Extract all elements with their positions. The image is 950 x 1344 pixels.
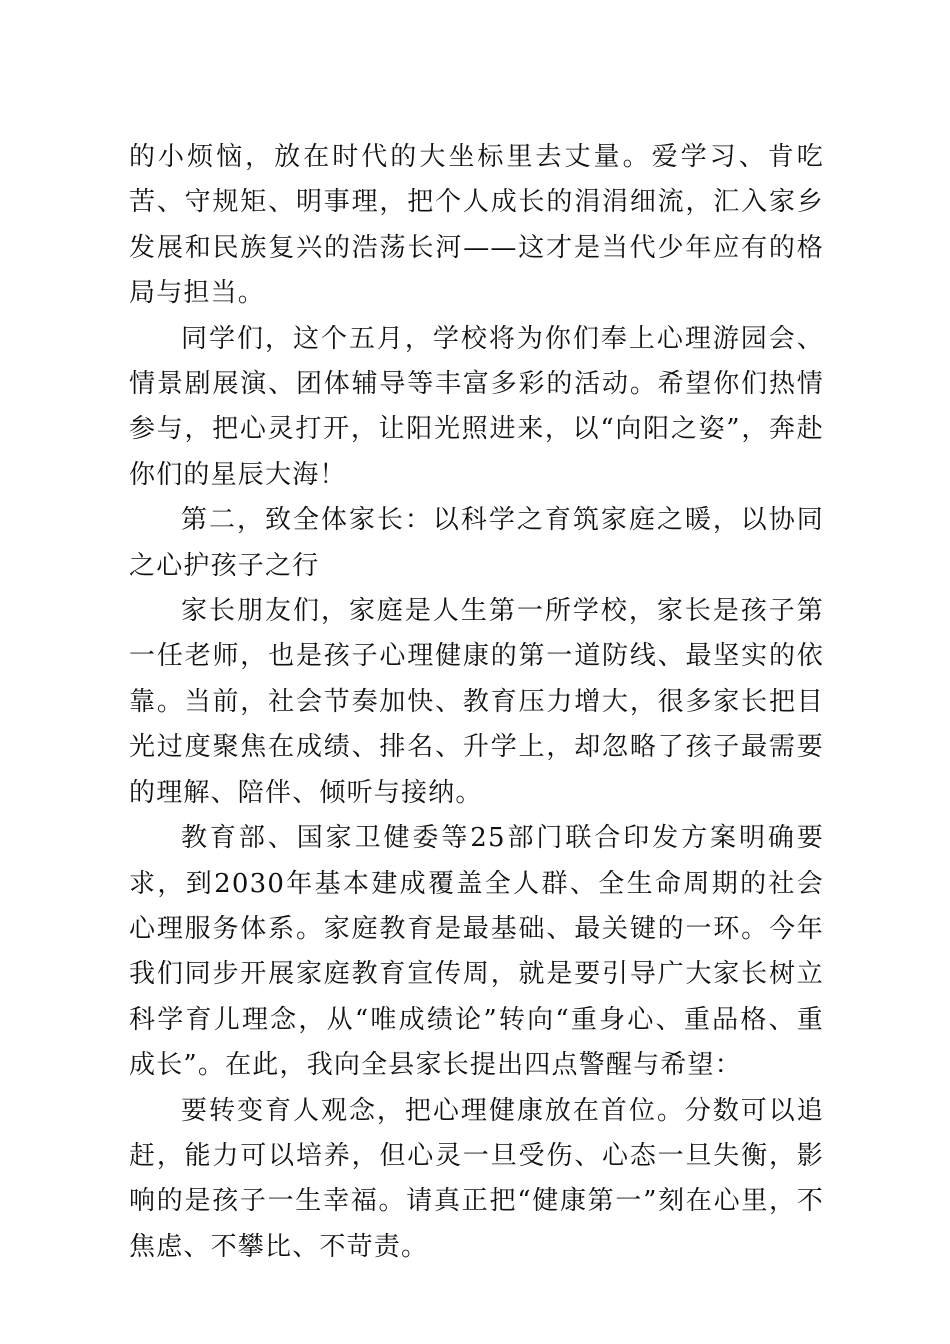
paragraph-first-point: 要转变育人观念，把心理健康放在首位。分数可以追赶，能力可以培养，但心灵一旦受伤、心态一旦失衡，影响的是孩子一生幸福。请真正把“健康第一”刻在心里，不焦虑、不攀比、不苛责。 xyxy=(129,1095,824,1262)
paragraph-policy: 教育部、国家卫健委等25部门联合印发方案明确要求，到2030年基本建成覆盖全人群、全生命周期的社会心理服务体系。家庭教育是最基础、最关键的一环。今年我们同步开展家庭教育宣传周，就是要引导广大家长树立科学育儿理念，从“唯成绩论”转向“重身心、重品格、重成长”。在此，我向全县家长提出四点警醒与希望： xyxy=(129,823,824,1081)
paragraph-students-activities: 同学们，这个五月，学校将为你们奉上心理游园会、情景剧展演、团体辅导等丰富多彩的活动。希望你们热情参与，把心灵打开，让阳光照进来，以“向阳之姿”，奔赴你们的星辰大海！ xyxy=(129,323,824,490)
document-body xyxy=(129,135,824,1270)
paragraph-continuation: 的小烦恼，放在时代的大坐标里去丈量。爱学习、肯吃苦、守规矩、明事理，把个人成长的涓涓细流，汇入家乡发展和民族复兴的浩荡长河——这才是当代少年应有的格局与担当。 xyxy=(129,142,824,309)
section-heading-parents: 第二，致全体家长：以科学之育筑家庭之暖，以协同之心护孩子之行 xyxy=(129,505,824,581)
paragraph-parents-intro: 家长朋友们，家庭是人生第一所学校，家长是孩子第一任老师，也是孩子心理健康的第一道防线、最坚实的依靠。当前，社会节奏加快、教育压力增大，很多家长把目光过度聚焦在成绩、排名、升学上，却忽略了孩子最需要的理解、陪伴、倾听与接纳。 xyxy=(129,596,824,808)
